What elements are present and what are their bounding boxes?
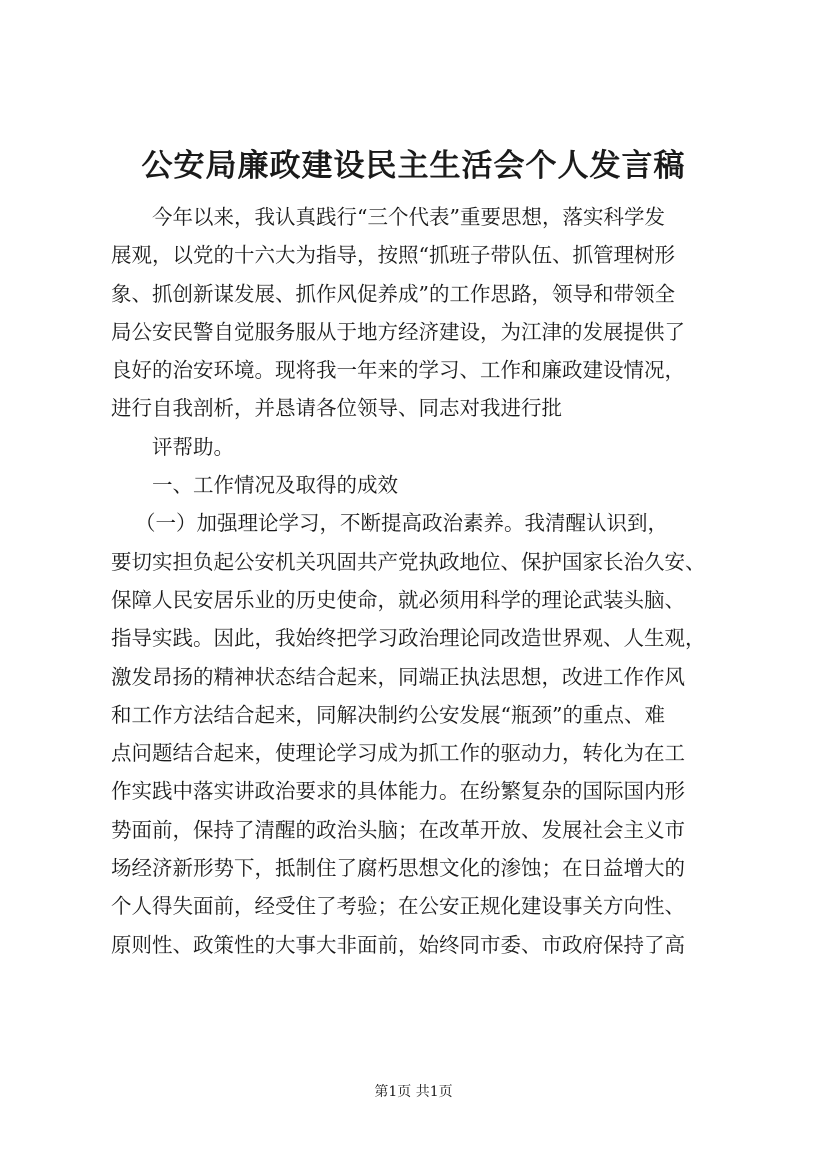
section-heading: 一、工作情况及取得的成效 [152,473,398,498]
body-line: 激发昂扬的精神状态结合起来，同端正执法思想，改进工作作风 [111,664,685,689]
body-line: 进行自我剖析，并恳请各位领导、同志对我进行批 [111,396,562,421]
body-line: 点问题结合起来，使理论学习成为抓工作的驱动力，转化为在工 [111,741,685,766]
document-body [111,198,731,964]
body-line: 原则性、政策性的大事大非面前，始终同市委、市政府保持了高 [111,932,685,957]
document-title: 公安局廉政建设民主生活会个人发言稿 [141,148,686,184]
body-line: 作实践中落实讲政治要求的具体能力。在纷繁复杂的国际国内形 [111,779,685,804]
subsection-heading-line: （一）加强理论学习，不断提高政治素养。我清醒认识到， [135,511,668,536]
body-line: 场经济新形势下，抵制住了腐朽思想文化的渗蚀；在日益增大的 [111,856,685,881]
page-footer: 第1页 共1页 [374,1084,453,1100]
body-line: 势面前，保持了清醒的政治头脑；在改革开放、发展社会主义市 [111,817,685,842]
body-line: 展观，以党的十六大为指导，按照“抓班子带队伍、抓管理树形 [111,243,675,268]
body-line: 评帮助。 [152,434,234,459]
body-line: 象、抓创新谋发展、抓作风促养成”的工作思路，领导和带领全 [111,281,675,306]
body-line: 要切实担负起公安机关巩固共产党执政地位、保护国家长治久安、 [111,549,706,574]
body-line: 和工作方法结合起来，同解决制约公安发展“瓶颈”的重点、难 [111,702,665,727]
body-line: 今年以来，我认真践行“三个代表”重要思想，落实科学发 [152,205,665,229]
body-line: 局公安民警自觉服务服从于地方经济建设，为江津的发展提供了 [111,319,685,344]
body-line: 良好的治安环境。现将我一年来的学习、工作和廉政建设情况， [111,358,685,383]
body-line: 个人得失面前，经受住了考验；在公安正规化建设事关方向性、 [111,894,685,919]
body-line: 指导实践。因此，我始终把学习政治理论同改造世界观、人生观， [111,626,706,651]
body-line: 保障人民安居乐业的历史使命，就必须用科学的理论武装头脑、 [111,587,685,612]
